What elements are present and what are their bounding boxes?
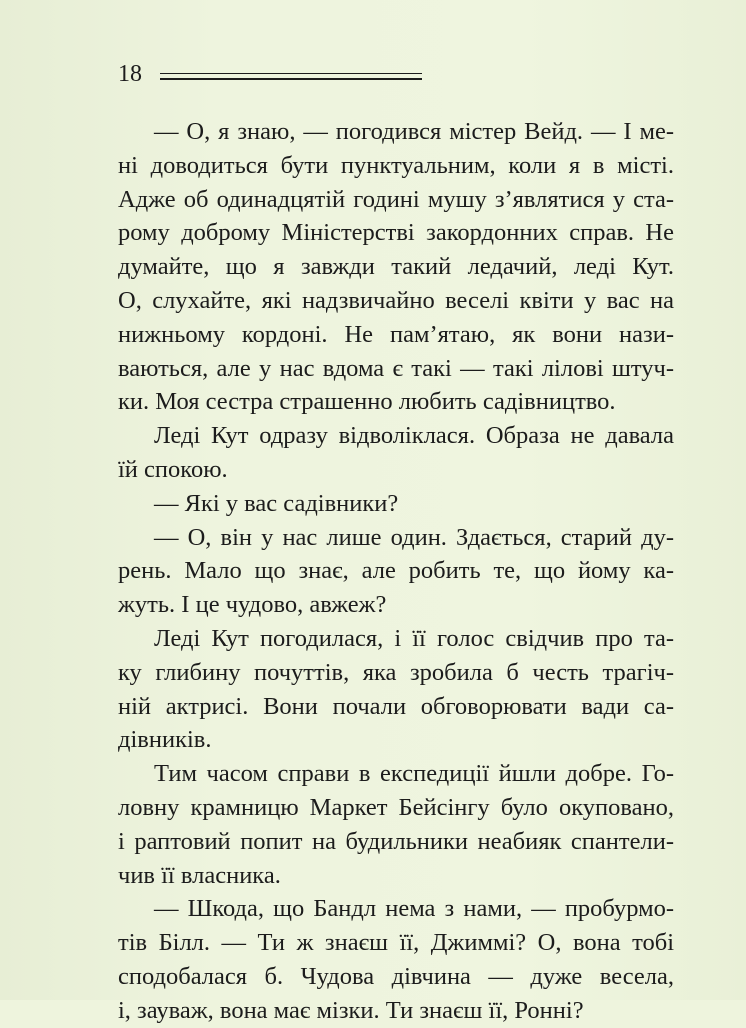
header-double-rule xyxy=(160,73,422,80)
text-line: і, зауваж, вона має мізки. Ти знаєш її, Ронні? xyxy=(118,996,584,1024)
text-line: — Шкода, що Бандл нема з нами, — пробурмо- xyxy=(154,895,674,923)
text-line: — О, я знаю, — погодився містер Вейд. — І ме- xyxy=(154,118,674,145)
paragraph xyxy=(118,487,674,521)
text-line: Леді Кут одразу відволіклася. Образа не давала xyxy=(154,422,674,450)
paragraph xyxy=(118,892,674,1027)
text-line: — О, він у нас лише один. Здається, старий ду- xyxy=(154,523,674,551)
paragraph xyxy=(118,757,674,892)
running-header xyxy=(118,60,422,88)
paragraph xyxy=(118,622,674,757)
paragraph xyxy=(118,521,674,622)
text-line: ловну крамницю Маркет Бейсінгу було окуповано, xyxy=(118,793,674,821)
text-line: Адже об одинадцятій годині мушу з’являтися у ста- xyxy=(118,185,674,213)
body-text xyxy=(118,115,674,1028)
text-line: тів Білл. — Ти ж знаєш її, Джиммі? О, вона тобі xyxy=(118,929,674,957)
text-line: і раптовий попит на будильники неабияк спантели- xyxy=(118,827,674,855)
text-line: рень. Мало що знає, але робить те, що йому ка- xyxy=(118,557,674,585)
text-line: жуть. І це чудово, авжеж? xyxy=(118,591,387,619)
text-line: О, слухайте, які надзвичайно веселі квіти у вас на xyxy=(118,286,674,314)
text-line: чив її власника. xyxy=(118,861,281,889)
text-line: їй спокою. xyxy=(118,455,228,483)
text-line: сподобалася б. Чудова дівчина — дуже весела, xyxy=(118,962,674,990)
text-line: ваються, але у нас вдома є такі — такі лілові штуч- xyxy=(118,354,674,382)
text-line: ні доводиться бути пунктуальним, коли я в місті. xyxy=(118,151,674,179)
page-number: 18 xyxy=(118,61,142,87)
text-line: ку глибину почуттів, яка зробила б честь трагіч- xyxy=(118,658,674,686)
text-line: Тим часом справи в експедиції йшли добре. Го- xyxy=(154,760,674,788)
header-rule-line xyxy=(160,73,422,75)
text-line: дівників. xyxy=(118,726,212,754)
text-line: — Які у вас садівники? xyxy=(154,489,399,517)
paragraph xyxy=(118,115,674,419)
text-line: ки. Моя сестра страшенно любить садівництво. xyxy=(118,388,616,416)
paragraph xyxy=(118,419,674,487)
text-line: нижньому кордоні. Не пам’ятаю, як вони нази- xyxy=(118,320,674,348)
text-line: ній актрисі. Вони почали обговорювати вади са- xyxy=(118,692,674,720)
text-line: рому доброму Міністерстві закордонних справ. Не xyxy=(118,219,674,247)
text-line: думайте, що я завжди такий ледачий, леді Кут. xyxy=(118,253,674,281)
header-rule-line xyxy=(160,78,422,80)
text-line: Леді Кут погодилася, і її голос свідчив про та- xyxy=(154,624,674,652)
